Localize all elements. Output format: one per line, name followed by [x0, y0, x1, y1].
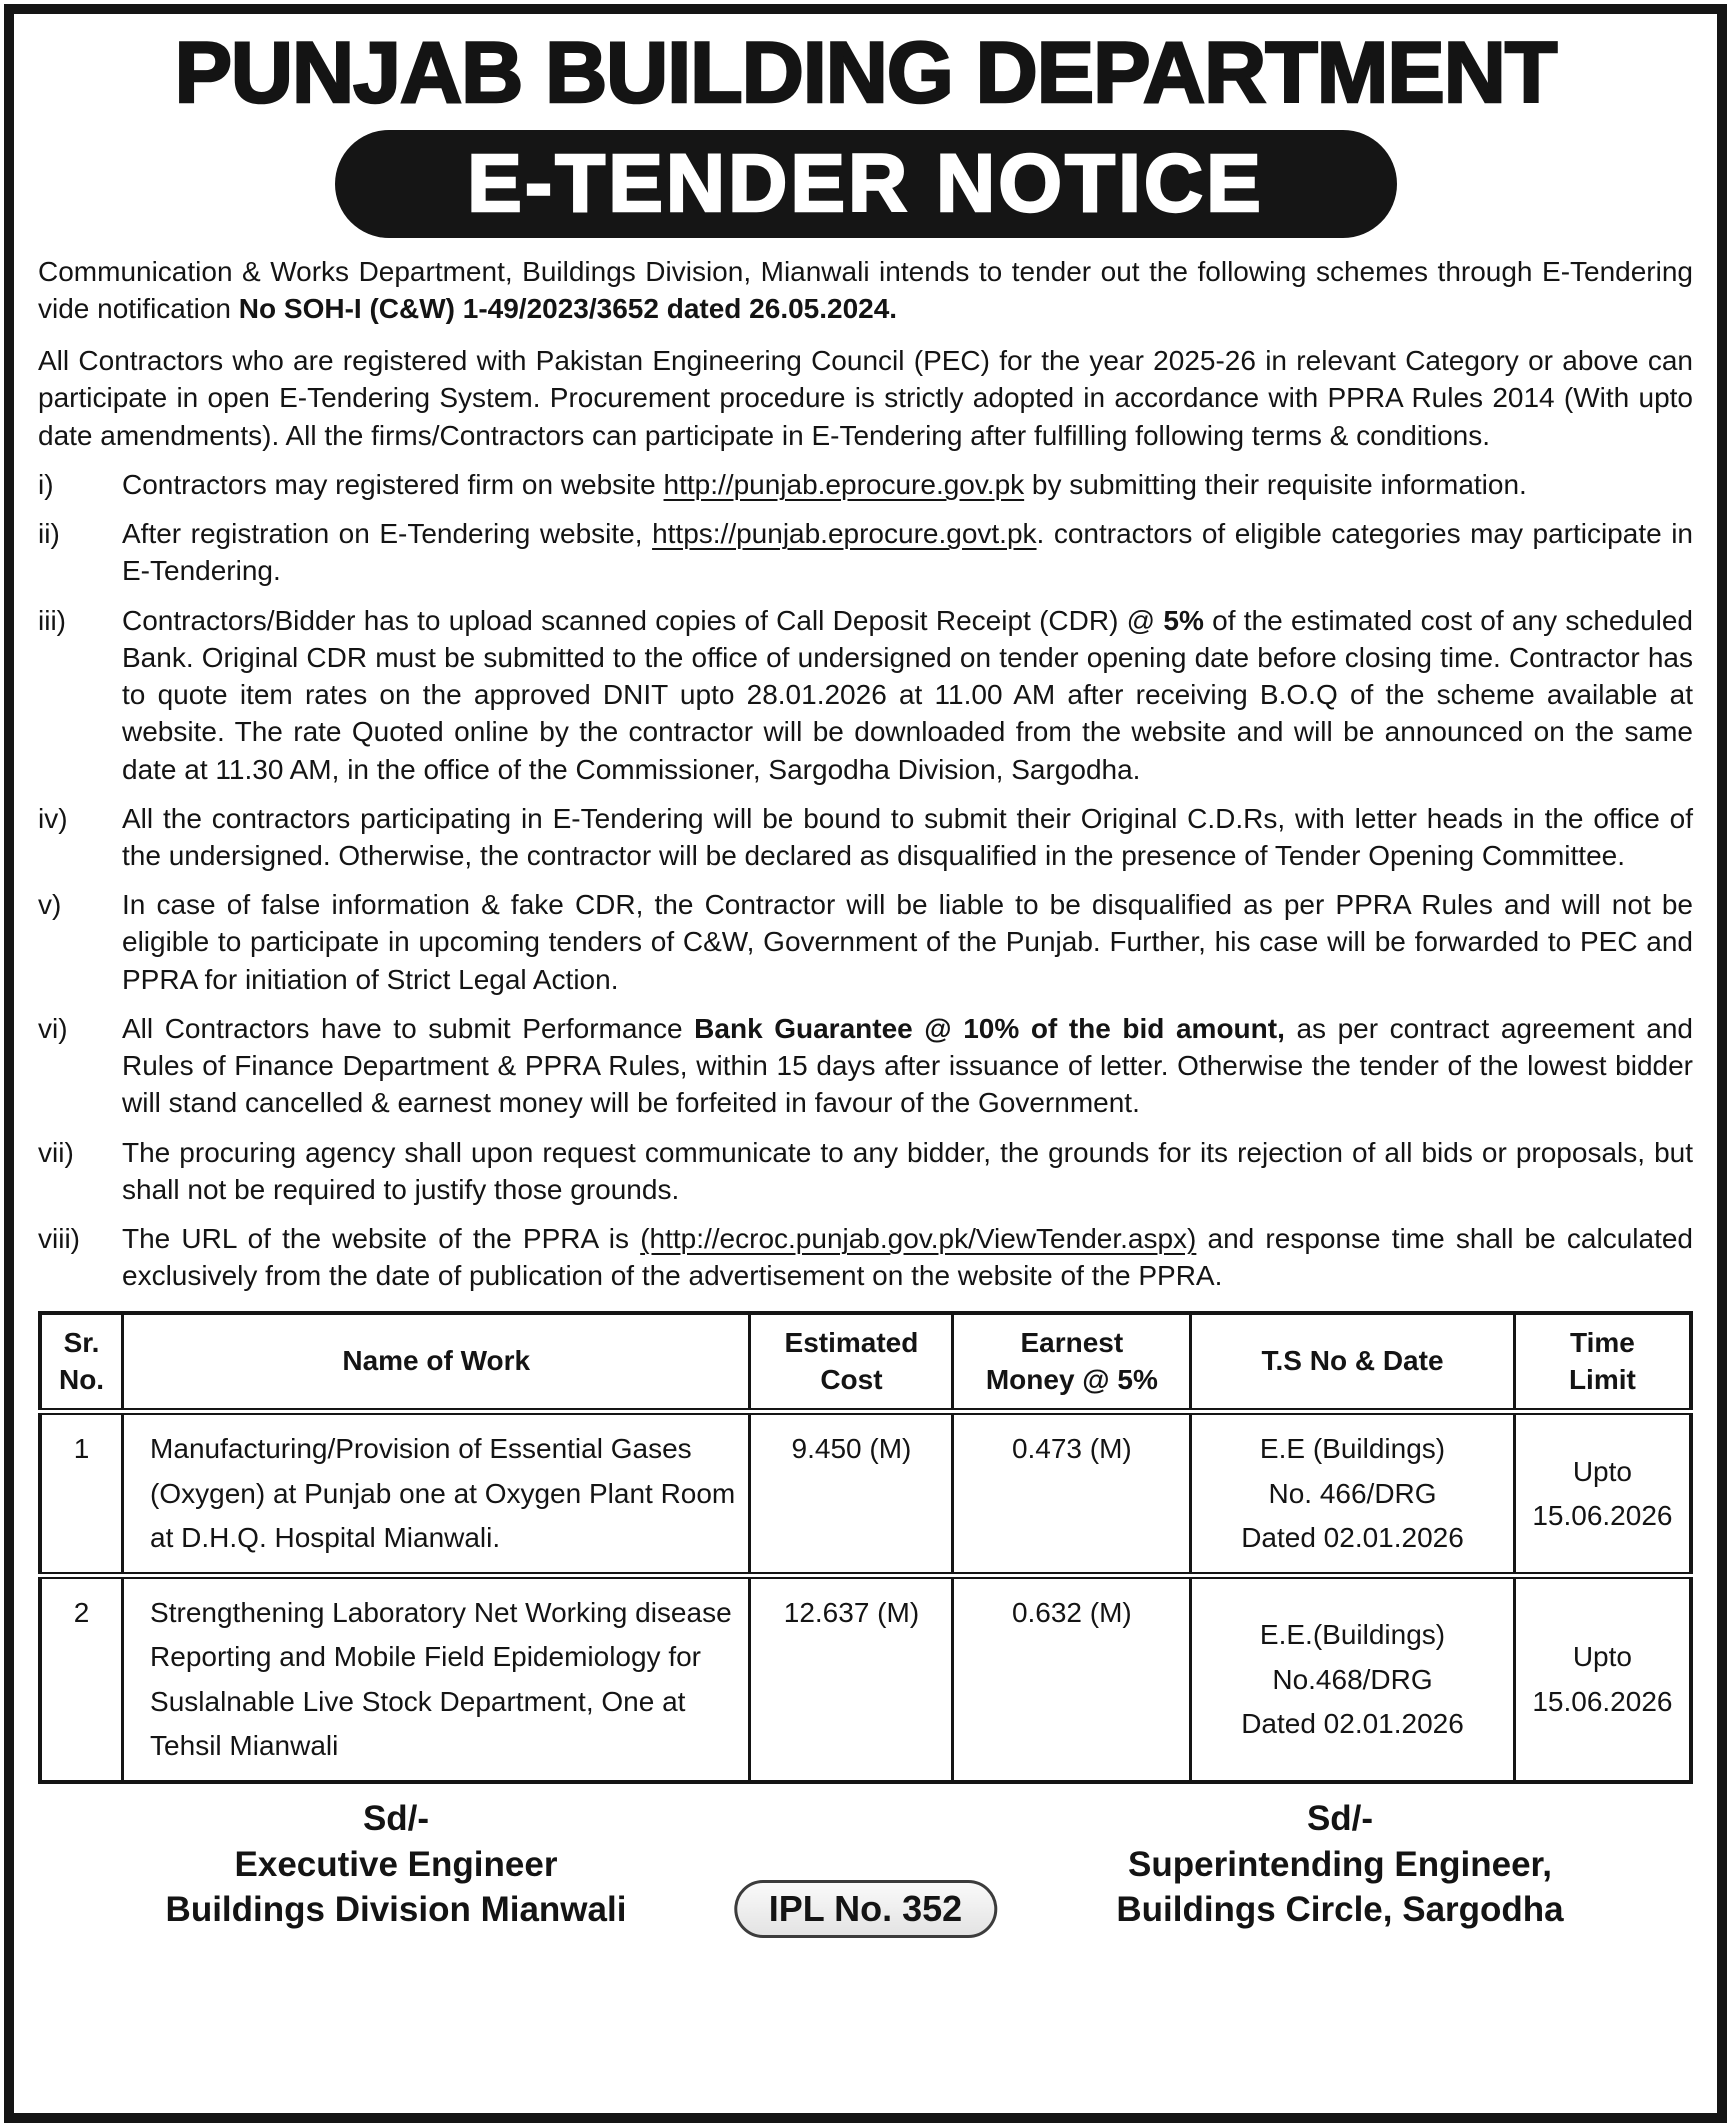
time-limit-cell: Upto 15.06.2026 — [1514, 1576, 1691, 1782]
term-item — [38, 1010, 1693, 1122]
table-header-cell: Earnest Money @ 5% — [953, 1313, 1191, 1412]
table-row — [40, 1576, 1691, 1782]
term-text — [122, 1220, 1693, 1294]
sr-cell: 2 — [40, 1576, 123, 1782]
term-item — [38, 602, 1693, 788]
table-header-cell: T.S No & Date — [1191, 1313, 1515, 1412]
term-item — [38, 1134, 1693, 1208]
term-text — [122, 1010, 1693, 1122]
etender-banner — [335, 130, 1397, 238]
term-text — [122, 1134, 1693, 1208]
table-header-cell: Sr. No. — [40, 1313, 123, 1412]
url-text: https://punjab.eprocure.govt.pk — [652, 518, 1037, 550]
term-number: iii) — [38, 604, 66, 636]
tender-table — [38, 1311, 1693, 1785]
signature-line: Sd/- — [362, 1799, 430, 1839]
term-item — [38, 1220, 1693, 1294]
term-number: iv) — [38, 802, 68, 834]
url-text: (http://ecroc.punjab.gov.pk/ViewTender.aspx) — [640, 1223, 1197, 1255]
table-header-cell: Estimated Cost — [750, 1313, 953, 1412]
tender-notice-page — [4, 4, 1727, 2123]
estimated-cost-cell: 9.450 (M) — [750, 1412, 953, 1576]
table-row — [40, 1412, 1691, 1576]
etender-banner-label: E-TENDER NOTICE — [467, 137, 1264, 229]
term-number: i) — [38, 468, 54, 500]
text-run: by submitting their requisite information. — [1024, 468, 1527, 500]
estimated-cost-cell: 12.637 (M) — [750, 1576, 953, 1782]
intro-paragraph-2: All Contractors who are registered with Pakistan Engineering Council (PEC) for the year 2025-26 in relevant Category or above can participate in open E-Tendering System. Procurement procedure is strictly adopted in accordance with PPRA Rules 2014 (With upto date amendments). All the firms/Contractors can participate in E-Tendering after fulfilling following terms & conditions. — [38, 345, 1693, 451]
text-run: and response time shall be calculated exclusively from the date of publication of the advertisement on the website of the PPRA. — [122, 1223, 1693, 1292]
earnest-money-cell: 0.632 (M) — [953, 1576, 1191, 1782]
name-of-work-cell: Strengthening Laboratory Net Working disease Reporting and Mobile Field Epidemiology for Suslalnable Live Stock Department, One at Tehsil Mianwali — [123, 1576, 750, 1782]
term-text — [122, 602, 1693, 788]
ts-no-date-cell: E.E (Buildings) No. 466/DRG Dated 02.01.2026 — [1191, 1412, 1515, 1576]
signature-line: Buildings Division Mianwali — [165, 1890, 627, 1930]
text-run: All the contractors participating in E-Tendering will be bound to submit their Original C.D.Rs, with letter heads in the office of the undersigned. Otherwise, the contractor will be declared as disqualified in the presence of Tender Opening Committee. — [122, 802, 1693, 871]
signature-line: Executive Engineer — [234, 1844, 558, 1884]
term-item — [38, 515, 1693, 589]
signature-line: Buildings Circle, Sargodha — [1116, 1890, 1564, 1930]
bold-text: Bank Guarantee @ 10% of the bid amount, — [694, 1012, 1285, 1044]
term-number: vi) — [38, 1012, 68, 1044]
text-run: In case of false information & fake CDR, the Contractor will be liable to be disqualified as per PPRA Rules and will not be eligible to participate in upcoming tenders of C&W, Government of the Punjab. Further, his case will be forwarded to PEC and PPRA for initiation of Strict Legal Action. — [122, 889, 1693, 995]
term-number: ii) — [38, 518, 60, 550]
text-run: All Contractors have to submit Performance — [122, 1012, 695, 1044]
time-limit-cell: Upto 15.06.2026 — [1514, 1412, 1691, 1576]
signature-line: Sd/- — [1306, 1799, 1374, 1839]
signature-superintending-engineer — [1015, 1796, 1665, 1933]
table-header-row — [40, 1313, 1691, 1412]
term-item — [38, 800, 1693, 874]
ipl-badge: IPL No. 352 — [734, 1880, 997, 1938]
text-run: of the estimated cost of any scheduled Bank. Original CDR must be submitted to the office of undersigned on tender opening date before closing time. Contractor has to quote item rates on the approved DNIT upto 28.01.2026 at 11.00 AM after receiving B.O.Q of the scheme available at website. The rate Quoted online by the contractor will be downloaded from the website and will be announced on the same date at 11.30 AM, in the office of the Commissioner, Sargodha Division, Sargodha. — [122, 604, 1694, 785]
table-header-cell: Time Limit — [1514, 1313, 1691, 1412]
term-text — [122, 800, 1693, 874]
text-run: The procuring agency shall upon request communicate to any bidder, the grounds for its rejection of all bids or proposals, but shall not be required to justify those grounds. — [122, 1136, 1693, 1205]
term-text — [122, 466, 1693, 503]
url-text: http://punjab.eprocure.gov.pk — [663, 468, 1025, 500]
bold-text: No SOH-I (C&W) 1-49/2023/3652 dated 26.05.2024. — [238, 292, 898, 324]
term-text — [122, 515, 1693, 589]
table-body — [40, 1412, 1691, 1782]
signature-executive-engineer — [116, 1796, 676, 1933]
term-item — [38, 886, 1693, 998]
intro-paragraph-1 — [38, 253, 1693, 327]
term-number: vii) — [38, 1136, 74, 1168]
table-header-cell: Name of Work — [123, 1313, 750, 1412]
text-run: as per contract agreement and Rules of Finance Department & PPRA Rules, within 15 days after issuance of letter. Otherwise the tender of the lowest bidder will stand cancelled & earnest money will be forfeited in favour of the Government. — [122, 1012, 1693, 1119]
text-run: Contractors/Bidder has to upload scanned copies of Call Deposit Receipt (CDR) @ — [122, 604, 1164, 636]
term-text — [122, 886, 1693, 998]
text-run: The URL of the website of the PPRA is — [122, 1223, 641, 1255]
text-run: Contractors may registered firm on website — [122, 468, 664, 500]
term-number: v) — [38, 889, 62, 921]
earnest-money-cell: 0.473 (M) — [953, 1412, 1191, 1576]
text-run: After registration on E-Tendering website, — [122, 518, 653, 550]
name-of-work-cell: Manufacturing/Provision of Essential Gases (Oxygen) at Punjab one at Oxygen Plant Room at D.H.Q. Hospital Mianwali. — [123, 1412, 750, 1576]
terms-list — [38, 466, 1693, 1295]
bold-text: 5% — [1163, 604, 1204, 636]
term-item — [38, 466, 1693, 503]
footer — [38, 1792, 1693, 1944]
page-title: PUNJAB BUILDING DEPARTMENT — [174, 25, 1557, 121]
ts-no-date-cell: E.E.(Buildings) No.468/DRG Dated 02.01.2026 — [1191, 1576, 1515, 1782]
text-run: . contractors of eligible categories may participate in E-Tendering. — [122, 518, 1693, 587]
sr-cell: 1 — [40, 1412, 123, 1576]
term-number: viii) — [38, 1223, 80, 1255]
signature-line: Superintending Engineer, — [1128, 1844, 1552, 1884]
text-run: Communication & Works Department, Buildings Division, Mianwali intends to tender out the following schemes through E-Tendering vide notification — [38, 255, 1693, 324]
